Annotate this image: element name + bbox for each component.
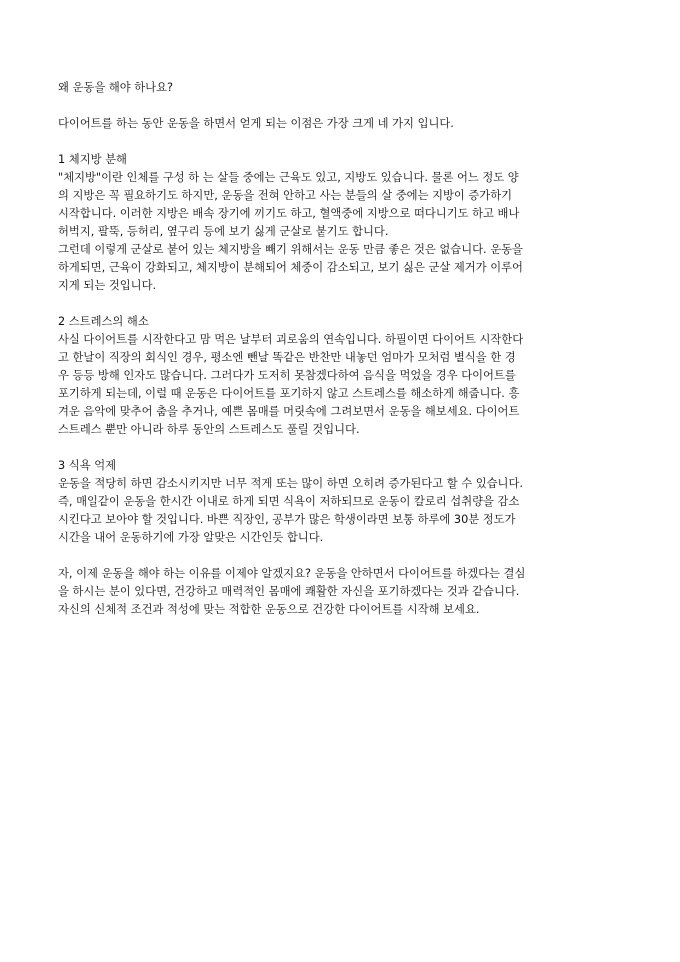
text-line: 운동을 적당히 하면 감소시키지만 너무 적게 또는 많이 하면 오히려 증가된다고 할 수 있습니다.	[58, 477, 523, 490]
text-line: 허벅지, 팔뚝, 등허리, 옆구리 등에 보기 싫게 군살로 붙기도 합니다.	[58, 225, 389, 238]
text-line: 겨운 음악에 맞추어 춤을 추거나, 예쁜 몸매를 머릿속에 그려보면서 운동을 해보세요. 다이어트	[58, 405, 520, 418]
section-body-appetite-control	[58, 475, 622, 547]
text-line: 즉, 매일같이 운동을 한시간 이내로 하게 되면 식욕이 저하되므로 운동이 칼로리 섭취량을 감소	[58, 495, 520, 508]
text-line: 포기하게 되는데, 이럴 때 운동은 다이어트를 포기하지 않고 스트레스를 해소하게 해줍니다. 흥	[58, 387, 520, 400]
section-heading-appetite-control: 3 식욕 억제	[58, 459, 117, 472]
text-line: "체지방"이란 인체를 구성 하 는 살들 중에는 근육도 있고, 지방도 있습니다. 물론 어느 정도 양	[58, 171, 519, 184]
section-heading-body-fat: 1 체지방 분해	[58, 153, 127, 166]
section-body-stress-relief	[58, 331, 622, 439]
text-line: 스트레스 뿐만 아니라 하루 동안의 스트레스도 풀릴 것입니다.	[58, 423, 360, 436]
section-heading-stress-relief: 2 스트레스의 해소	[58, 315, 149, 328]
text-line: 지게 되는 것입니다.	[58, 279, 157, 292]
text-line: 우 등등 방해 인자도 많습니다. 그러다가 도저히 못참겠다하여 음식을 먹었을 경우 다이어트를	[58, 369, 516, 382]
spacer	[58, 133, 622, 151]
text-line: 사실 다이어트를 시작한다고 맘 먹은 날부터 괴로움의 연속입니다. 하필이면 다이어트 시작한다	[58, 333, 524, 346]
text-line: 자, 이제 운동을 해야 하는 이유를 이제야 알겠지요? 운동을 안하면서 다이어트를 하겠다는 결심	[58, 567, 526, 580]
spacer	[58, 547, 622, 565]
section-body-body-fat	[58, 169, 622, 295]
spacer	[58, 439, 622, 457]
document-title: 왜 운동을 해야 하나요?	[58, 81, 173, 94]
text-line: 시작합니다. 이러한 지방은 배속 장기에 끼기도 하고, 혈액중에 지방으로 떠다니기도 하고 배나	[58, 207, 520, 220]
conclusion-paragraph	[58, 565, 622, 619]
intro-paragraph: 다이어트를 하는 동안 운동을 하면서 얻게 되는 이점은 가장 크게 네 가지 입니다.	[58, 117, 454, 130]
spacer	[58, 97, 622, 115]
text-line: 을 하시는 분이 있다면, 건강하고 매력적인 몸매에 쾌활한 자신을 포기하겠다는 것과 같습니다.	[58, 585, 520, 598]
text-line: 자신의 신체적 조건과 적성에 맞는 적합한 운동으로 건강한 다이어트를 시작해 보세요.	[58, 603, 480, 616]
text-line: 시간을 내어 운동하기에 가장 알맞은 시간인듯 합니다.	[58, 531, 324, 544]
text-line: 시킨다고 보아야 할 것입니다. 바쁜 직장인, 공부가 많은 학생이라면 보통 하루에 30분 정도가	[58, 513, 516, 526]
text-line: 하게되면, 근육이 강화되고, 체지방이 분해되어 체중이 감소되고, 보기 싫은 군살 제거가 이루어	[58, 261, 523, 274]
text-line: 고 한날이 직장의 회식인 경우, 평소엔 뺀날 똑같은 반찬만 내놓던 엄마가 모처럼 별식을 한 경	[58, 351, 516, 364]
spacer	[58, 295, 622, 313]
text-line: 그런데 이렇게 군살로 붙어 있는 체지방을 빼기 위해서는 운동 만큼 좋은 것은 없습니다. 운동을	[58, 243, 523, 256]
text-line: 의 지방은 꼭 필요하기도 하지만, 운동을 전혀 안하고 사는 분들의 살 중에는 지방이 증가하기	[58, 189, 513, 202]
